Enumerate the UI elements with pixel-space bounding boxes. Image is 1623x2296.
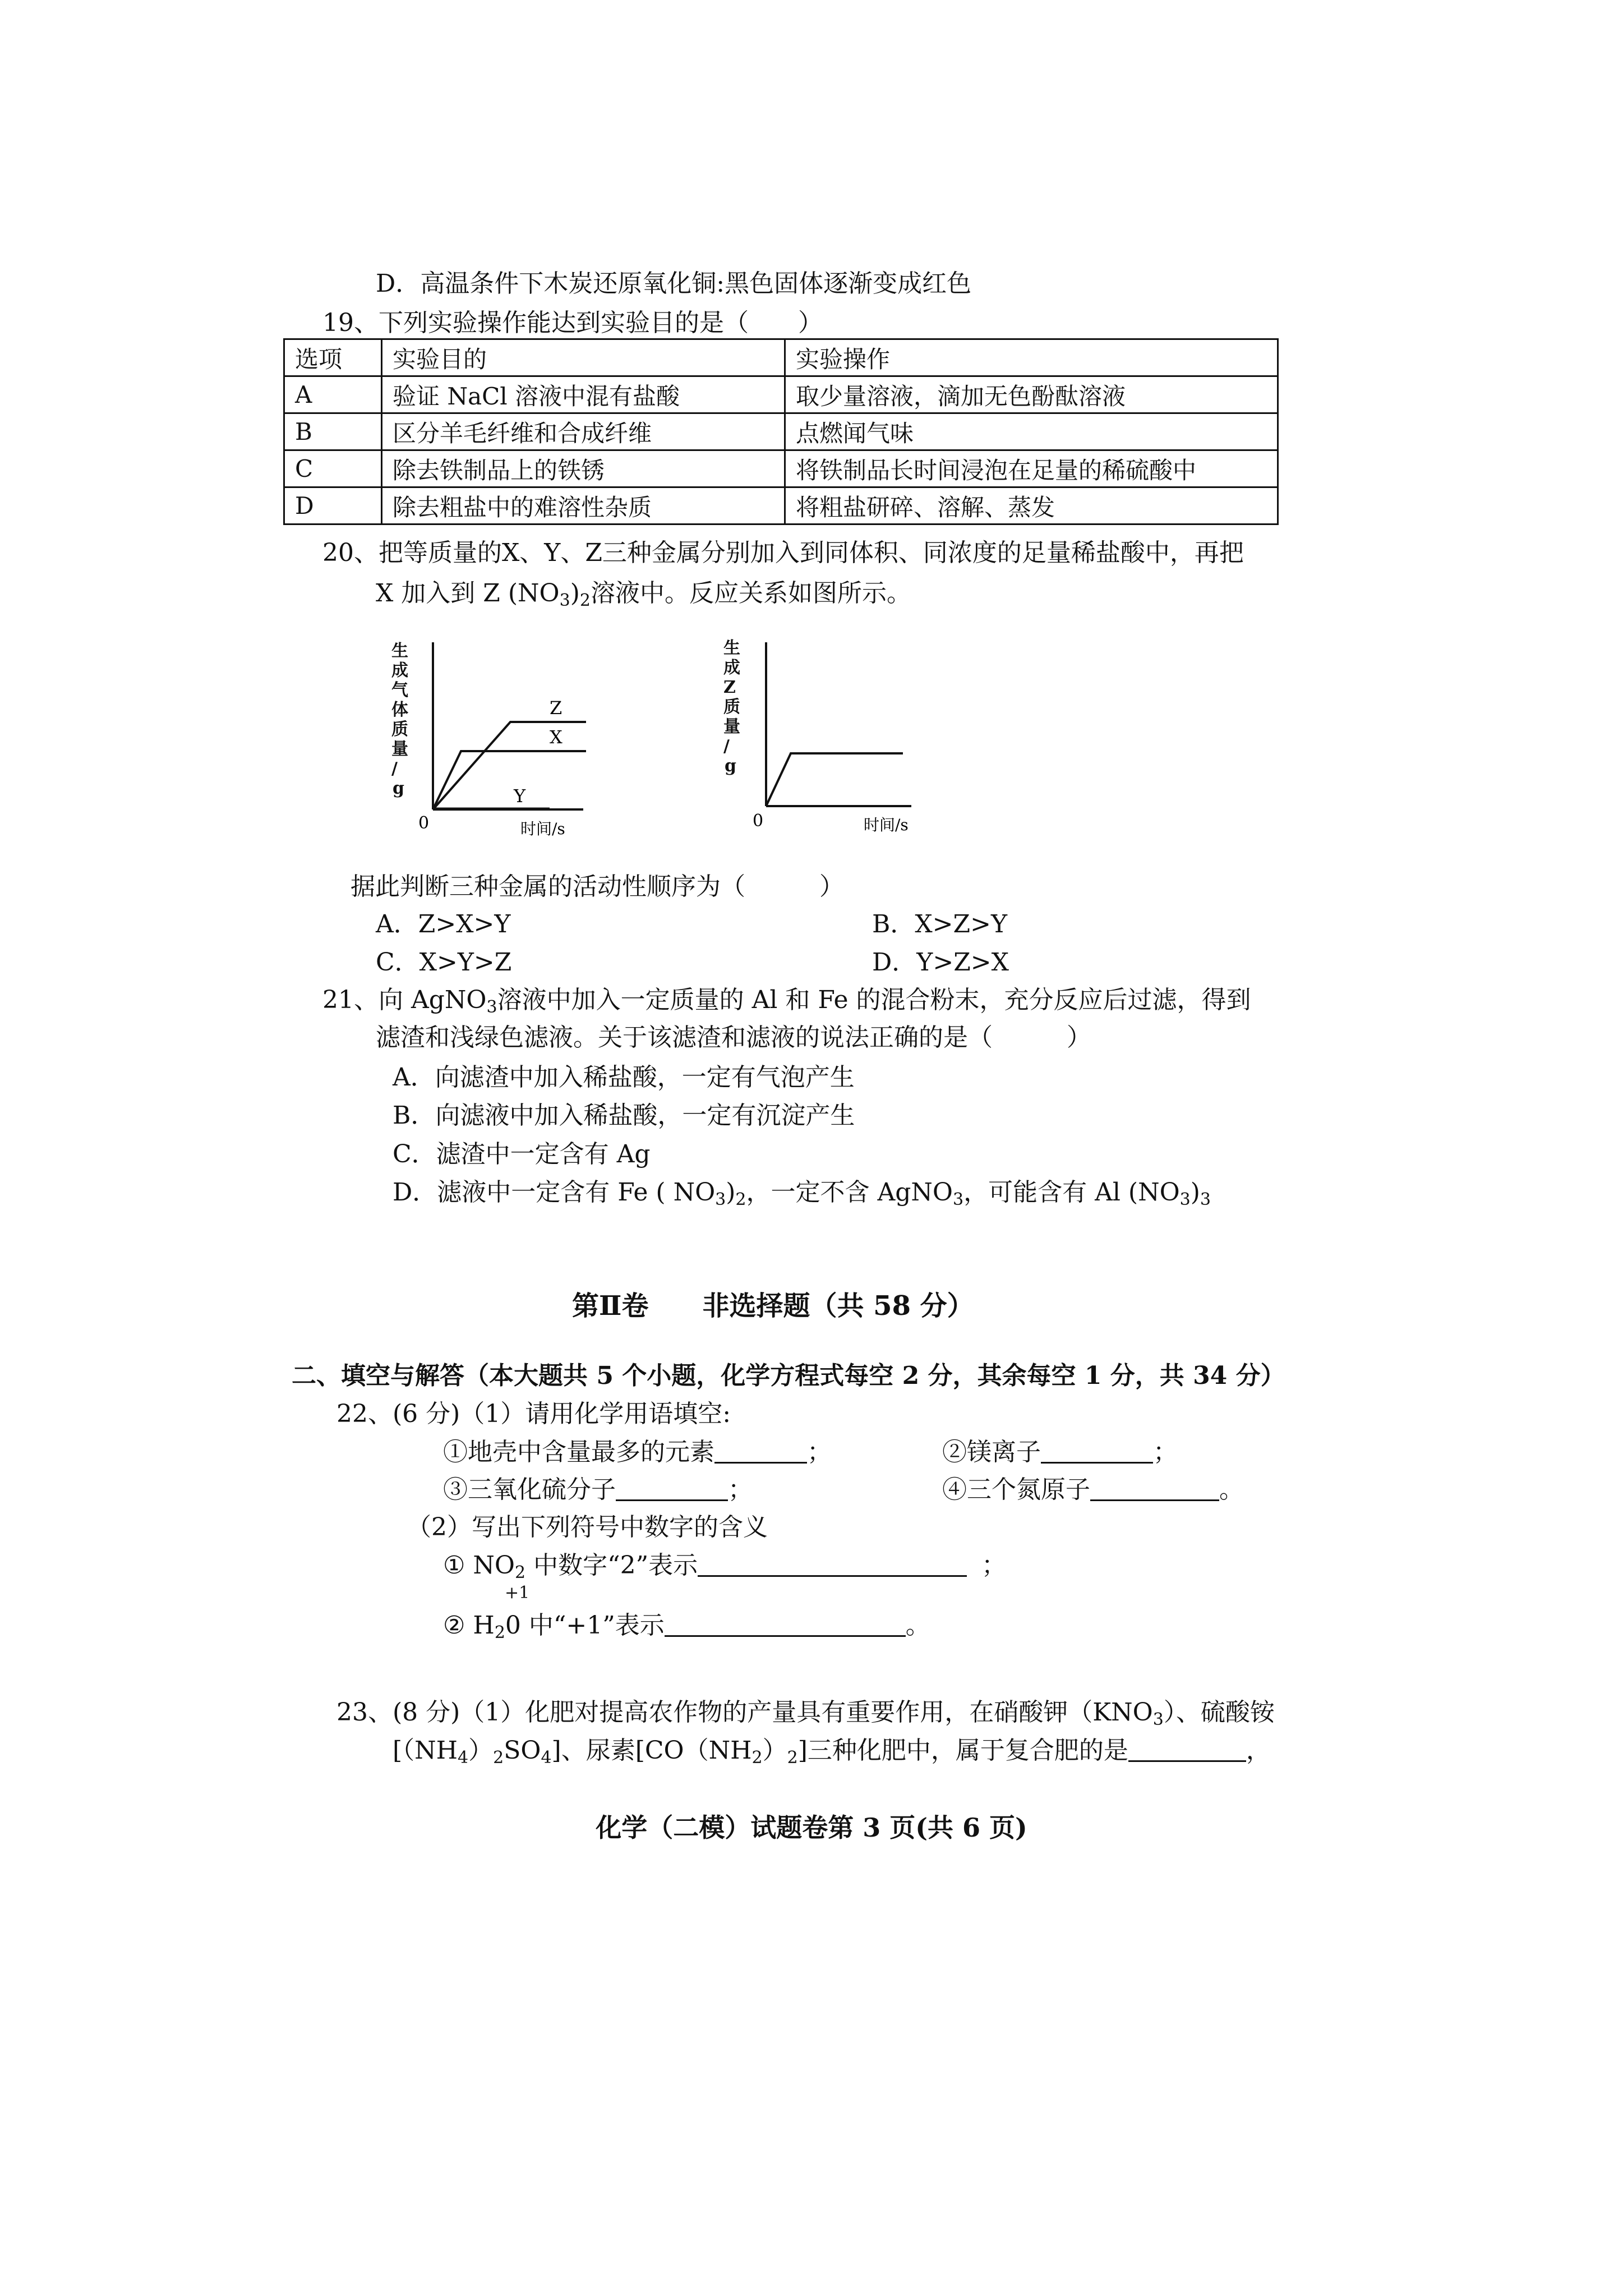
q21-option-d [393, 1177, 1211, 1216]
text: ① NO [443, 1551, 515, 1580]
answer-blank[interactable] [698, 1553, 967, 1577]
subscript: 3 [1179, 1190, 1191, 1209]
subscript: 2 [751, 1748, 763, 1768]
text: ]三种化肥中，属于复合肥的是 [797, 1736, 1128, 1765]
table-row [284, 487, 1278, 524]
curve-label-x: X [550, 726, 562, 748]
subscript: 3 [715, 1190, 726, 1209]
text: ； [981, 1551, 1007, 1580]
curve-x [433, 751, 586, 809]
answer-blank[interactable] [714, 1439, 807, 1464]
row-option: D [284, 487, 382, 524]
y-label-char: 体 [391, 700, 408, 720]
row-operation: 将铁制品长时间浸泡在足量的稀硫酸中 [785, 450, 1278, 487]
text: 23、(8 分)（1）化肥对提高农作物的产量具有重要作用，在硝酸钾（KNO [336, 1698, 1153, 1727]
text: ]、尿素[CO（NH [551, 1736, 752, 1765]
header-purpose: 实验目的 [382, 339, 785, 376]
q21-stem-line2: 滤渣和浅绿色滤液。关于该滤渣和滤液的说法正确的是（ ） [376, 1023, 1091, 1052]
q22-stem: 22、(6 分)（1）请用化学用语填空: [336, 1400, 731, 1428]
text: ) [570, 579, 580, 608]
text: [（NH [393, 1736, 458, 1765]
subscript: 2 [787, 1748, 798, 1768]
answer-blank[interactable] [1041, 1439, 1153, 1464]
row-operation: 将粗盐研碎、溶解、蒸发 [785, 487, 1278, 524]
text: 21、向 AgNO [322, 986, 487, 1014]
q19-stem: 19、下列实验操作能达到实验目的是（ ） [322, 309, 823, 337]
y-label-char: 质 [723, 697, 740, 717]
q22-item-2 [942, 1437, 1178, 1468]
row-purpose: 除去粗盐中的难溶性杂质 [382, 487, 785, 524]
curve-z-deposit [766, 753, 903, 806]
q20-option-c: C．X>Y>Z [376, 948, 512, 977]
curve-z [433, 722, 586, 809]
y-label-char: g [725, 756, 736, 776]
subscript: 4 [541, 1748, 552, 1768]
row-operation: 取少量溶液，滴加无色酚酞溶液 [785, 376, 1278, 413]
row-operation: 点燃闻气味 [785, 413, 1278, 450]
answer-blank[interactable] [1128, 1738, 1246, 1762]
subscript: 3 [1152, 1710, 1164, 1729]
text: ）、硫酸铵 [1163, 1698, 1275, 1727]
q22-item-4 [942, 1474, 1244, 1506]
subscript: 4 [458, 1748, 469, 1768]
q20-question: 据此判断三种金属的活动性顺序为（ ） [351, 872, 844, 901]
subscript: 3 [486, 997, 497, 1017]
text: D．滤液中一定含有 Fe ( NO [393, 1178, 716, 1207]
q22-symbol-2 [443, 1610, 930, 1649]
x-label: 时间/s [520, 820, 565, 838]
text: ②镁离子 [942, 1438, 1041, 1466]
q21-stem-line1 [322, 984, 1251, 1023]
text: ) [726, 1178, 736, 1207]
answer-blank[interactable] [665, 1613, 906, 1637]
q20-stem-line2 [376, 578, 911, 616]
text: ； [1153, 1438, 1178, 1466]
subscript: 2 [493, 1748, 504, 1768]
text: 溶液中。反应关系如图所示。 [590, 579, 911, 608]
q21-option-b: B．向滤液中加入稀盐酸，一定有沉淀产生 [393, 1101, 855, 1130]
q22-item-3 [443, 1474, 753, 1506]
subscript: 2 [735, 1190, 746, 1209]
y-label-char: 生 [391, 641, 408, 661]
gas-mass-graph [381, 631, 617, 844]
y-label-char: 量 [391, 739, 408, 759]
header-option: 选项 [284, 339, 382, 376]
q20-stem-line1: 20、把等质量的X、Y、Z三种金属分别加入到同体积、同浓度的足量稀盐酸中，再把 [322, 539, 1244, 567]
curve-label-z: Z [550, 697, 562, 719]
y-label-char: / [391, 759, 398, 779]
q20-option-d: D．Y>Z>X [872, 948, 1009, 977]
y-label-char: 成 [391, 661, 408, 680]
row-option: C [284, 450, 382, 487]
q20-option-b: B．X>Z>Y [872, 910, 1008, 938]
text: ； [807, 1438, 832, 1466]
table-row [284, 450, 1278, 487]
table-header-row [284, 339, 1278, 376]
section-title: 第Ⅱ卷 非选择题（共 58 分） [572, 1290, 974, 1322]
text: ； [728, 1475, 753, 1504]
y-label-char: Z [723, 678, 736, 697]
subscript: 3 [1200, 1190, 1211, 1209]
text: ） [762, 1736, 787, 1765]
text: SO [504, 1736, 541, 1765]
text: ) [1190, 1178, 1200, 1207]
subscript: 3 [559, 591, 570, 610]
row-purpose: 区分羊毛纤维和合成纤维 [382, 413, 785, 450]
subscript: 2 [515, 1563, 526, 1582]
text: ② H [443, 1611, 495, 1640]
answer-blank[interactable] [616, 1477, 728, 1501]
row-purpose: 除去铁制品上的铁锈 [382, 450, 785, 487]
y-label-char: 气 [391, 680, 408, 700]
y-label-char: 质 [391, 720, 408, 739]
y-label-char: 成 [723, 658, 740, 678]
row-option: B [284, 413, 382, 450]
y-label-char: g [393, 779, 404, 798]
text: ， [1246, 1736, 1271, 1765]
q20-option-a: A．Z>X>Y [376, 910, 511, 938]
y-label-char: 生 [723, 638, 740, 658]
subscript: 2 [579, 591, 591, 610]
part2-heading: 二、填空与解答（本大题共 5 个小题，化学方程式每空 2 分，其余每空 1 分，共 34 分） [292, 1361, 1285, 1390]
charge-label: +1 [505, 1583, 530, 1603]
z-mass-graph [712, 631, 948, 844]
text: 中数字“2”表示 [525, 1551, 698, 1580]
q22-subquestion-2: （2）写出下列符号中数字的含义 [407, 1513, 768, 1542]
subscript: 2 [494, 1623, 505, 1642]
text: 0 中“+1”表示 [505, 1611, 665, 1640]
text: ） [468, 1736, 494, 1765]
answer-blank[interactable] [1090, 1477, 1219, 1501]
q23-stem-line2 [393, 1735, 1271, 1774]
text: ，可能含有 Al (NO [963, 1178, 1180, 1207]
table-row [284, 413, 1278, 450]
text: ③三氧化硫分子 [443, 1475, 616, 1504]
q21-option-a: A．向滤渣中加入稀盐酸，一定有气泡产生 [393, 1063, 855, 1092]
q22-item-1 [443, 1437, 832, 1468]
q23-stem-line1 [336, 1697, 1275, 1736]
row-purpose: 验证 NaCl 溶液中混有盐酸 [382, 376, 785, 413]
text: 。 [1219, 1475, 1244, 1504]
y-label-char: / [723, 737, 730, 756]
text: ④三个氮原子 [942, 1475, 1090, 1504]
text: 溶液中加入一定质量的 Al 和 Fe 的混合粉末，充分反应后过滤，得到 [497, 986, 1251, 1014]
origin-label: 0 [418, 813, 430, 833]
curve-label-y: Y [514, 785, 526, 807]
q21-option-c: C．滤渣中一定含有 Ag [393, 1140, 651, 1168]
x-label: 时间/s [864, 816, 909, 834]
page-footer: 化学（二模）试题卷第 3 页(共 6 页) [596, 1812, 1027, 1843]
q18-option-d: D．高温条件下木炭还原氧化铜:黑色固体逐渐变成红色 [376, 269, 972, 298]
q19-table [283, 338, 1279, 525]
row-option: A [284, 376, 382, 413]
header-operation: 实验操作 [785, 339, 1278, 376]
table-row [284, 376, 1278, 413]
subscript: 3 [953, 1190, 964, 1209]
text: X 加入到 Z (NO [376, 579, 560, 608]
origin-label: 0 [753, 811, 764, 831]
text: ①地壳中含量最多的元素 [443, 1438, 714, 1466]
text: 。 [905, 1611, 930, 1640]
text: ，一定不含 AgNO [746, 1178, 953, 1207]
y-label-char: 量 [723, 717, 740, 737]
